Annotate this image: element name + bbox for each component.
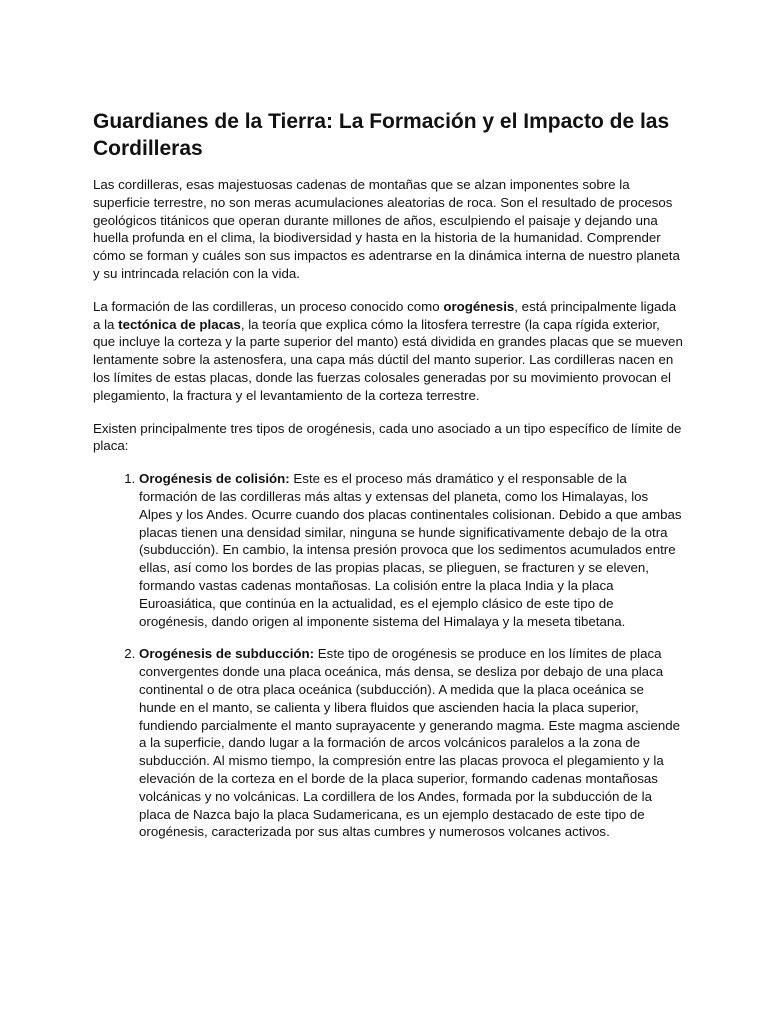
formation-text-2: , está principalmente ligada a la [93, 298, 677, 332]
list-item-heading: Orogénesis de subducción: [139, 646, 315, 662]
list-item-heading: Orogénesis de colisión: [139, 471, 290, 487]
formation-paragraph [93, 298, 683, 405]
list-item-text: Este es el proceso más dramático y el responsable de la formación de las cordilleras más altas y extensas del planeta, como los Himalayas, los Alpes y los Andes. Ocurre cuando dos placas continentales colisionan. Debido a que ambas placas tienen una densidad similar, ninguna se hunde significativamente debajo de la otra (subducción). En cambio, la intensa presión provoca que los sedimentos acumulados entre ellas, así como los bordes de las propias placas, se plieguen, se fracturen y se eleven, formando vastas cadenas montañosas. La colisión entre la placa India y la placa Euroasiática, que continúa en la actualidad, es el ejemplo clásico de este tipo de orogénesis, dando origen al imponente sistema del Himalaya y la meseta tibetana. [139, 471, 682, 629]
document-title: Guardianes de la Tierra: La Formación y el Impacto de las Cordilleras [93, 110, 670, 160]
term-tectonica: tectónica de placas [118, 316, 241, 332]
intro-paragraph: Las cordilleras, esas majestuosas cadenas de montañas que se alzan imponentes sobre la superficie terrestre, no son meras acumulaciones aleatorias de roca. Son el resultado de procesos geológicos titánicos que operan durante millones de años, esculpiendo el paisaje y dejando una huella profunda en el clima, la biodiversidad y hasta en la historia de la humanidad. Comprender cómo se forman y cuáles son sus impactos es adentrarse en la dinámica interna de nuestro planeta y su intrincada relación con la vida. [93, 177, 680, 281]
list-item-colision [139, 470, 683, 630]
types-intro-paragraph: Existen principalmente tres tipos de orogénesis, cada uno asociado a un tipo específico de límite de placa: [93, 420, 682, 454]
formation-text-3: , la teoría que explica cómo la litosfera terrestre (la capa rígida exterior, que incluye la corteza y la parte superior del manto) está dividida en grandes placas que se mueven lentamente sobre la astenosfera, una capa más dúctil del manto superior. Las cordilleras nacen en los límites de estas placas, donde las fuerzas colosales generadas por su movimiento provocan el plegamiento, la fractura y el levantamiento de la corteza terrestre. [93, 316, 683, 403]
term-orogenesis: orogénesis [443, 298, 515, 314]
orogenesis-types-list [93, 470, 683, 841]
list-item-subduccion [139, 645, 683, 841]
formation-text-1: La formación de las cordilleras, un proceso conocido como [93, 298, 444, 314]
document-page [93, 108, 683, 841]
list-item-text: Este tipo de orogénesis se produce en los límites de placa convergentes donde una placa oceánica, más densa, se desliza por debajo de una placa continental o de otra placa oceánica (subducción). A medida que la placa oceánica se hunde en el manto, se calienta y libera fluidos que ascienden hacia la placa superior, fundiendo parcialmente el manto suprayacente y generando magma. Este magma asciende a la superficie, dando lugar a la formación de arcos volcánicos paralelos a la zona de subducción. Al mismo tiempo, la compresión entre las placas provoca el plegamiento y la elevación de la corteza en el borde de la placa superior, formando cadenas montañosas volcánicas y no volcánicas. La cordillera de los Andes, formada por la subducción de la placa de Nazca bajo la placa Sudamericana, es un ejemplo destacado de este tipo de orogénesis, caracterizada por sus altas cumbres y numerosos volcanes activos. [139, 646, 681, 840]
